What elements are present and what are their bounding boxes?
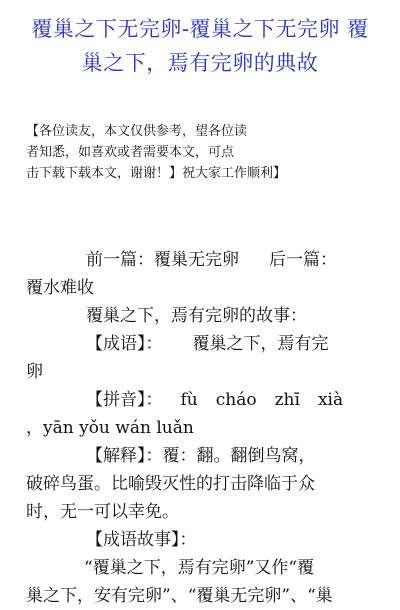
explain-label: 【解释】： bbox=[86, 446, 163, 466]
explain-line bbox=[26, 442, 378, 470]
pinyin-value-cont: ，yān yǒu wán luǎn bbox=[26, 418, 194, 438]
idiom-label: 【成语】： bbox=[86, 334, 163, 354]
story-text: “覆巢之下，焉有完卵”又作“覆 bbox=[84, 558, 315, 578]
pinyin-line bbox=[26, 386, 378, 414]
title-line-1: 覆巢之下无完卵-覆巢之下无完卵 覆 bbox=[31, 17, 369, 41]
article-nav bbox=[26, 246, 378, 274]
article-body bbox=[26, 246, 378, 610]
idiom-value: 覆巢之下，焉有完 bbox=[192, 334, 329, 354]
explain-text-cont: 破碎鸟蛋。比喻毁灭性的打击降临于众 bbox=[26, 474, 315, 494]
pinyin-syllable: xià bbox=[317, 390, 344, 410]
explain-text-end: 时，无一可以幸免。 bbox=[26, 502, 179, 522]
reader-notice bbox=[26, 121, 386, 184]
pinyin-syllable: zhī bbox=[274, 390, 300, 410]
notice-line-2: 者知悉，如喜欢或者需要本文，可点 bbox=[26, 145, 235, 160]
next-article-label: 后一篇： bbox=[269, 250, 337, 270]
pinyin-syllable: fù bbox=[180, 390, 198, 410]
prev-article-link[interactable]: 前一篇：覆巢无完卵 bbox=[86, 250, 239, 270]
story-label: 【成语故事】： bbox=[86, 530, 197, 550]
next-article-link[interactable]: 覆水难收 bbox=[26, 278, 94, 298]
document-title bbox=[14, 12, 386, 80]
title-line-2: 巢之下，焉有完卵的典故 bbox=[81, 51, 319, 75]
story-text-cont: 巢之下，安有完卵”、“覆巢无完卵”、“巢 bbox=[26, 586, 333, 606]
notice-line-3: 击下载下载本文，谢谢！】祝大家工作顺利】 bbox=[26, 166, 287, 181]
explain-text: 覆：翻。翻倒鸟窝， bbox=[162, 446, 316, 466]
pinyin-syllable: cháo bbox=[215, 390, 257, 410]
story-heading: 覆巢之下，焉有完卵的故事： bbox=[86, 306, 307, 326]
pinyin-label: 【拼音】： bbox=[86, 390, 163, 410]
notice-line-1: 【各位读友，本文仅供参考，望各位读 bbox=[26, 124, 248, 139]
idiom-value-cont: 卵 bbox=[26, 362, 43, 382]
idiom-line bbox=[26, 330, 378, 358]
